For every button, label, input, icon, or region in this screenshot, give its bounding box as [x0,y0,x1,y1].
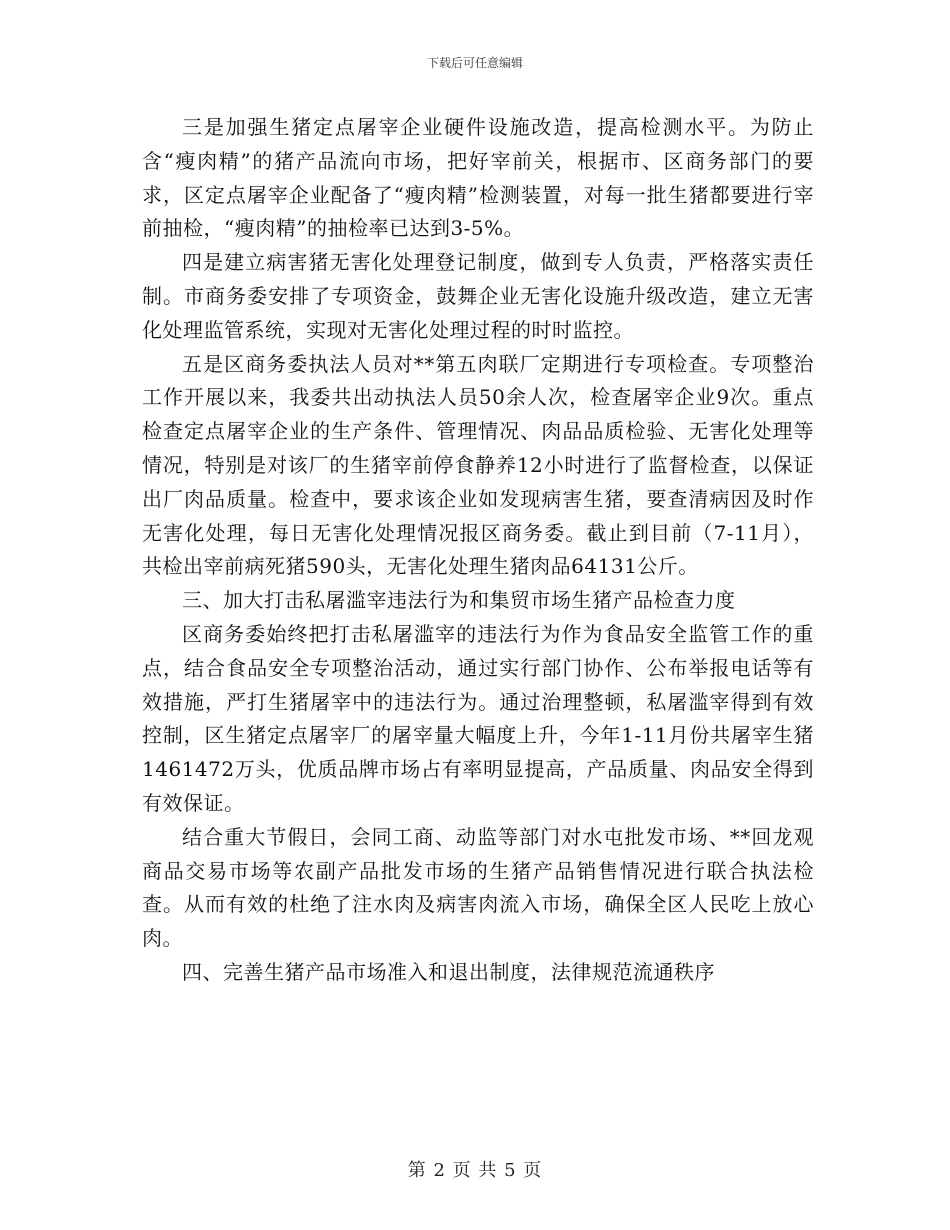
paragraph-harmless-treatment: 四是建立病害猪无害化处理登记制度，做到专人负责，严格落实责任制。市商务委安排了专项资金，鼓舞企业无害化设施升级改造，建立无害化处理监管系统，实现对无害化处理过程的时时监控。 [142,250,814,342]
section-heading-three: 三、加大打击私屠滥宰违法行为和集贸市场生猪产品检查力度 [182,588,736,613]
paragraph-hardware-upgrade: 三是加强生猪定点屠宰企业硬件设施改造，提高检测水平。为防止含“瘦肉精”的猪产品流向市场，把好宰前关，根据市、区商务部门的要求，区定点屠宰企业配备了“瘦肉精”检测装置，对每一批生猪都要进行宰前抽检，“瘦肉精”的抽检率已达到3-5%。 [142,115,814,241]
paragraph-joint-enforcement: 结合重大节假日，会同工商、动监等部门对水屯批发市场、**回龙观商品交易市场等农副产品批发市场的生猪产品销售情况进行联合执法检查。从而有效的杜绝了注水肉及病害肉流入市场，确保全区人民吃上放心肉。 [142,824,814,951]
section-heading-four: 四、完善生猪产品市场准入和退出制度，法律规范流通秩序 [182,959,715,984]
body-text [142,111,814,990]
page-number: 第 2 页 共 5 页 [407,1160,543,1181]
paragraph-crackdown: 区商务委始终把打击私屠滥宰的违法行为作为食品安全监管工作的重点，结合食品安全专项整治活动，通过实行部门协作、公布举报电话等有效措施，严打生猪屠宰中的违法行为。通过治理整顿，私屠滥宰得到有效控制，区生猪定点屠宰厂的屠宰量大幅度上升，今年1-11月份共屠宰生猪1461472万头，优质品牌市场占有率明显提高，产品质量、肉品安全得到有效保证。 [142,621,814,815]
header-note: 下载后可任意编辑 [426,56,523,70]
paragraph-special-inspection: 五是区商务委执法人员对**第五肉联厂定期进行专项检查。专项整治工作开展以来，我委共出动执法人员50余人次，检查屠宰企业9次。重点检查定点屠宰企业的生产条件、管理情况、肉品品质检验、无害化处理等情况，特别是对该厂的生猪宰前停食静养12小时进行了监督检查，以保证出厂肉品质量。检查中，要求该企业如发现病害生猪，要查清病因及时作无害化处理，每日无害化处理情况报区商务委。截止到目前（7-11月），共检出宰前病死猪590头，无害化处理生猪肉品64131公斤。 [142,351,814,579]
